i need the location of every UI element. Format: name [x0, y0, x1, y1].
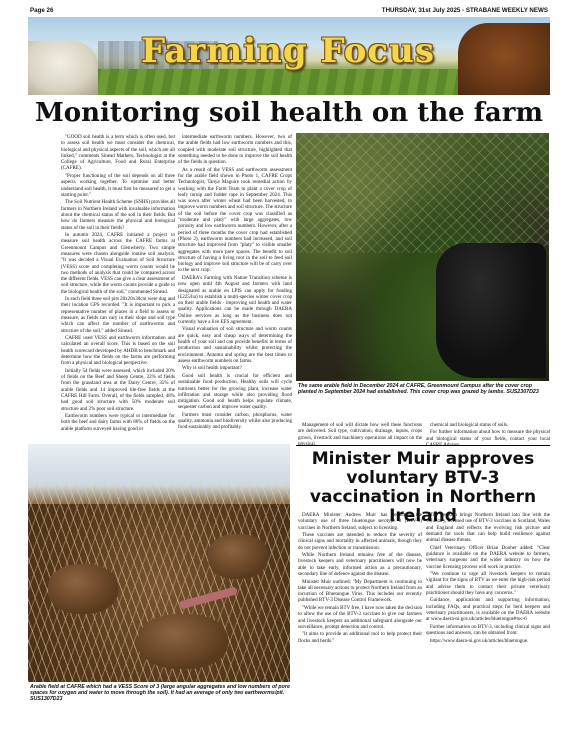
soil-clod	[138, 614, 228, 669]
bale-wrap	[436, 243, 546, 378]
paragraph: Management of soil will dictate how well these functions are delivered. Soil type, cultivation, drainage, inputs, crops grown, livestock and machinery operations all impact on the physical,	[298, 422, 422, 447]
paragraph: In each field three soil pits 20x20x30cm were dug and their location GPS recorded. "It is important to pick a representative number of places in a field to assess or measure, as fields can vary in their slope and soil type which can affect the number of earthworms and structure of the soil," added Sinead.	[61, 296, 175, 334]
paragraph: Visual evaluation of soil structure and worm counts are quick, easy and cheap ways of determining the health of your soil and can provide benefits in terms of production and sustainability whilst protecting the environment. Autumn and spring are the best times to assess earthworm numbers on farms.	[178, 326, 292, 364]
section-divider	[296, 445, 550, 446]
issue-date-line: THURSDAY, 31st July 2025 - STRABANE WEEKLY NEWS	[381, 7, 548, 14]
paragraph: https://www.daera-ni.gov.uk/articles/bluetongue.	[430, 637, 529, 644]
fence-mesh	[296, 133, 549, 253]
paragraph: The Soil Nutrient Health Scheme (SNHS) provides all farmers in Northern Ireland with invaluable information about the chemical status of the soil in their fields. But how do farmers measure the physical and biological status of the soil in their fields?	[61, 199, 175, 231]
paragraph: intermediate earthworm numbers. However, two of the arable fields had low earthworm numbers and this, coupled with moderate soil structure, highlighted that something needed to be done to improve the soil health of the fields in question.	[178, 134, 292, 166]
paragraph: In autumn 2024, CAFRE initiated a project to measure soil health across the CAFRE farms at Greenmount Campus and Glenwherry. Two simple measures were chosen alongside routine soil analysis. "It was decided a Visual Evaluation of Soil Structure (VESS) score and completing worm counts would be two methods of analysis that could be compared across the different fields. VESS can give a clear assessment of soil structure, while the worm counts provide a guide to the biological health of the soil," commented Sinead.	[61, 232, 175, 295]
article-column-2	[178, 134, 292, 432]
paragraph: As a result of the VESS and earthworm assessment for the arable field shown in Photo 1, CAFRE Crops Technologist, Tanya Maguire took remedial action by working with the Farm Team to plant a cover crop of leafy turnip and fodder rape in September 2024. This was sown after winter wheat had been harvested, to improve worm numbers and soil structure. The structure of the soil before the cover crop was classified as "moderate and platy" with large aggregates, low porosity and low earthworm numbers. However, after a period of three months the cover crop had established (Photo 2), earthworm numbers had increased, and soil structure had improved from "platy" to visible smaller aggregates with more pore spaces. The benefit to soil structure of having a living root in the soil to feed soil biology and improve soil structure will be of carry over to the next crop.	[178, 166, 292, 274]
paragraph: DAERA Minister Andrew Muir has permitted the voluntary use of three bluetongue serotype 3 (BTV-3) vaccines in Northern Ireland, subject to licensing.	[298, 512, 422, 531]
paragraph: "We continue to urge all livestock keepers to remain vigilant for the signs of BTV as we enter the high-risk period and advise them to contact their private veterinary practitioner should they have any concerns."	[426, 571, 550, 596]
paragraph: "GOOD soil health is a term which is often used, but to assess soil health we must consider the chemical, biological and physical aspects of the soil, which are all linked," comments Sinead Mathers, Technologist at the College of Agriculture, Food and Rural Enterprise (CAFRE).	[61, 134, 175, 172]
soil-clod	[48, 564, 118, 614]
paragraph: Why is soil health important?	[182, 365, 242, 372]
paragraph: Initially 54 fields were assessed, which included 20% of fields on the Beef and Sheep Centre, 22% of fields from the grassland area at the Dairy Centre, 35% of arable fields and 14 improved tile-free fields at the CAFRE Hill Farm. Overall, of the fields sampled, 48% had good soil structure with 50% moderate soil structure and 2% poor soil structure.	[61, 367, 175, 412]
paragraph: These vaccines are intended to reduce the severity of clinical signs and mortality in affected animals, though they do not prevent infection or transmission.	[298, 532, 422, 551]
article-headline-2: Minister Muir approves voluntary BTV-3 vaccination in Northern Ireland	[309, 449, 537, 526]
paragraph: Chief Veterinary Officer Brian Dooher added: "Clear guidance is available on the DAERA website to farmers, veterinary surgeons and the wider industry on how the vaccine licensing process will work in practice.	[426, 544, 550, 570]
sheep-image	[28, 41, 98, 95]
paragraph: Farmers must consider carbon, phosphorus, water quality, ammonia and biodiversity whilst also producing food sustainably and profitably.	[178, 411, 292, 431]
article-column-1	[61, 134, 175, 433]
page-number: Page 26	[30, 7, 54, 14]
paragraph: While Northern Ireland remains free of the disease, livestock keepers and veterinary practitioners will now be able to take early, informed action as a precautionary, secondary line of defence against the disease.	[298, 552, 422, 578]
paragraph: Further information on BTV-3, including clinical signs and questions and answers, can be obtained from:	[426, 623, 550, 637]
paragraph: CAFRE used VESS and earthworm information and calculated an overall score. This is based on the soil health scorecard developed by AHDB to benchmark and determine how the fields on the farms are performing from a physical and biological perspective.	[61, 335, 175, 367]
arable-field-photo	[28, 444, 290, 682]
paragraph: DAERA's Farming with Nature Transition scheme is now open until 4th August and farmers with land designated as arable on LPIS can apply for funding (£225/ha) to establish a multi-species winter cover crop on their arable fields - improving soil health and water quality. Applications can be made through DAERA Online services as long as the business does not currently have a live EFS agreement.	[178, 274, 292, 325]
paragraph: "It aims to provide an additional tool to help protect their flocks and herds."	[298, 631, 422, 644]
section-title: Farming Focus	[141, 31, 435, 71]
section-banner	[28, 17, 550, 95]
photo-caption: The same arable field in December 2024 at CAFRE, Greenmount Campus after the cover crop planted in September 2024 had established. This cover crop was grazed by lambs. SUS2307D23	[298, 383, 539, 396]
cover-crop-photo	[296, 133, 549, 381]
page-header	[28, 3, 550, 17]
photo-caption-2: Arable field at CAFRE which had a VESS Score of 3 (large angular aggregates and low numbers of pore spaces for oxygen and water to move through the soil). It had an average of only two earthworms/pit. SUS1307D23	[30, 684, 290, 703]
paragraph: Good soil health is crucial for efficient and sustainable food production. Healthy soils will cycle nutrients better for the growing plant, increase water infiltration and storage while also providing flood mitigation. Good soil health helps regulate climate, sequester carbon and improve water quality.	[178, 372, 292, 411]
paragraph: Minister Muir outlined: "My Department is continuing to take all necessary actions to protect Northern Ireland from an incursion of Bluetongue Virus. This includes our recently published BTV-3 Disease Control Framework.	[298, 578, 422, 604]
paragraph: Guidance, applications and supporting information, including FAQs, and practical steps for herd keepers and veterinary practitioners, is available on the DAERA website at www.daera-ni.gov.uk/articles/bluetongue#toc-6	[426, 597, 550, 623]
soil-clod	[208, 534, 268, 579]
paragraph: "While we remain BTV free, I have now taken the decision to allow the use of the BTV-3 vaccines to give our farmers and livestock keepers an additional safeguard alongside our surveillance, prompt detection and control.	[298, 604, 422, 630]
paragraph: Earthworm numbers were typical or intermediate for both the beef and dairy farms with 86% of fields on the arable platform surveyed having good or	[61, 413, 175, 432]
paragraph: chemical and biological status of soils.	[430, 422, 509, 428]
article2-column-2	[426, 512, 550, 645]
paragraph: The decision brings Northern Ireland into line with the voluntary, licensed use of BTV-3 vaccines in Scotland, Wales and England and reflects the evolving risk picture and demand for tools that can help build resilience against animal disease threats.	[426, 512, 551, 544]
article-headline: Monitoring soil health on the farm	[35, 98, 543, 128]
article2-column-1	[298, 512, 422, 645]
cow-image	[458, 23, 550, 95]
paragraph: For further information about how to measure the physical and biological status of your fields, contact your local CAFRE Adviser.	[426, 429, 550, 449]
paragraph: "Proper functioning of the soil depends on all three aspects working together. To optimise and better understand soil health, it must first be measured to get a starting point."	[61, 172, 175, 198]
